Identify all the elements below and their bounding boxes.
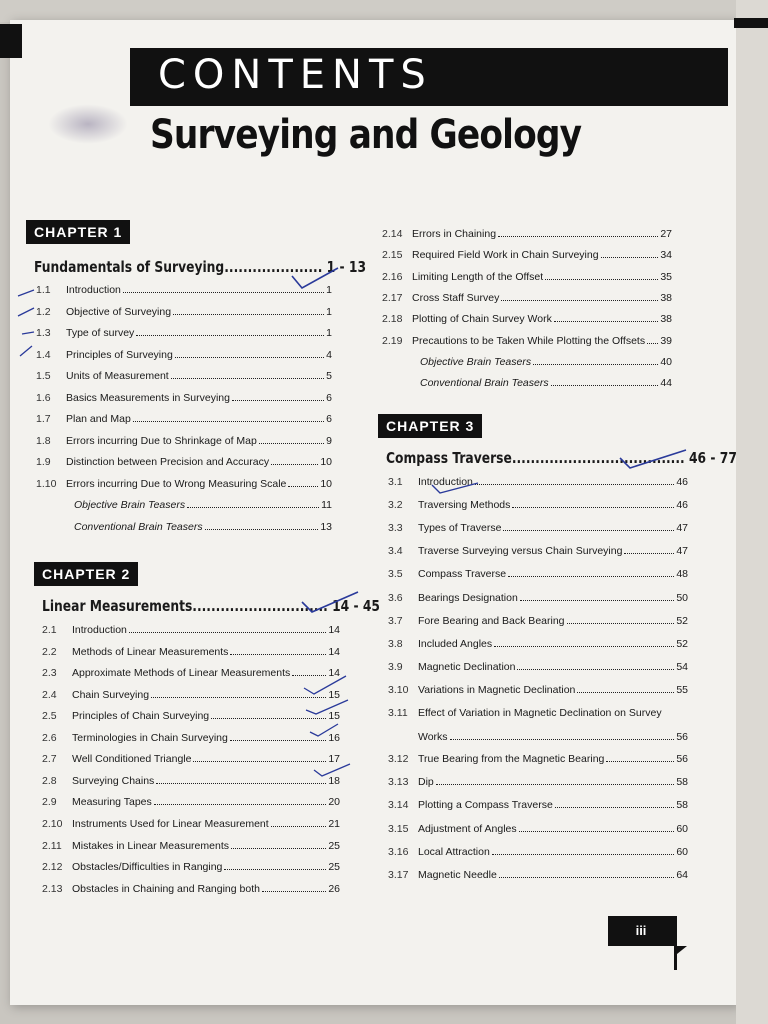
entry-page: 54 <box>676 660 688 673</box>
toc-entry[interactable] <box>36 302 332 318</box>
dot-leader <box>230 654 326 655</box>
entry-label: Objective Brain Teasers <box>74 499 186 511</box>
dot-leader <box>499 877 675 878</box>
entry-page: 35 <box>660 270 672 283</box>
entry-number: 2.3 <box>42 667 57 680</box>
dot-leader <box>647 343 658 344</box>
entry-label: Measuring Tapes <box>72 796 152 809</box>
dot-leader <box>175 357 324 358</box>
entry-page: 20 <box>328 796 340 809</box>
toc-entry[interactable] <box>42 749 340 765</box>
entry-label: Required Field Work in Chain Surveying <box>412 249 599 262</box>
toc-entry[interactable] <box>388 819 688 835</box>
page-edge <box>736 0 768 1024</box>
entry-page: 46 <box>676 476 688 488</box>
dot-leader <box>271 464 318 465</box>
entry-label: Plotting a Compass Traverse <box>418 799 553 812</box>
entry-number: 2.8 <box>42 774 57 787</box>
entry-page: 55 <box>676 683 688 696</box>
entry-label: Objective of Surveying <box>66 305 172 318</box>
pen-check-mark <box>618 446 688 472</box>
toc-entry[interactable] <box>388 749 688 765</box>
entry-label: Methods of Linear Measurements <box>72 645 229 658</box>
toc-entry[interactable] <box>36 452 332 468</box>
toc-entry[interactable] <box>388 772 688 788</box>
entry-number: 1.6 <box>36 391 51 404</box>
chapter-2-pages: 14 - 45 <box>332 597 380 615</box>
toc-entry[interactable] <box>36 431 332 447</box>
dot-leader <box>288 486 318 487</box>
toc-entry[interactable] <box>42 728 340 744</box>
toc-entry-continuation[interactable] <box>388 727 688 743</box>
toc-entry[interactable] <box>382 331 672 347</box>
entry-number: 2.7 <box>42 753 57 766</box>
entry-label: Dip <box>418 776 434 789</box>
dot-leader <box>519 831 675 832</box>
entry-page: 18 <box>328 774 340 787</box>
entry-number: 3.11 <box>388 707 408 719</box>
dot-leader <box>450 739 675 740</box>
scan-top-shadow <box>0 0 768 22</box>
dot-leader <box>123 292 324 293</box>
dot-leader <box>554 321 658 322</box>
entry-label: Bearings Designation <box>418 591 518 604</box>
entry-number: 3.9 <box>388 660 403 673</box>
dot-leader <box>624 553 674 554</box>
entry-page: 48 <box>676 568 688 581</box>
contents-heading: CONTENTS <box>158 52 433 98</box>
toc-entry[interactable] <box>36 345 332 361</box>
entry-label: Introduction <box>66 284 121 296</box>
entry-page: 34 <box>660 249 672 262</box>
page-number: iii <box>608 916 674 946</box>
entry-page: 52 <box>676 614 688 627</box>
entry-page: 39 <box>660 334 672 347</box>
entry-page: 26 <box>328 882 340 895</box>
entry-page: 14 <box>328 667 340 680</box>
dot-leader <box>262 891 326 892</box>
toc-entry[interactable] <box>382 224 672 240</box>
entry-label: Magnetic Declination <box>418 660 516 673</box>
toc-entry[interactable] <box>36 474 332 490</box>
entry-page: 25 <box>328 861 340 874</box>
toc-entry[interactable] <box>388 541 688 557</box>
entry-label: Introduction <box>418 476 473 488</box>
dot-leader <box>512 507 674 508</box>
entry-label-continued: Works <box>418 731 448 744</box>
entry-label: Basics Measurements in Surveying <box>66 391 230 404</box>
entry-page: 1 <box>326 284 332 296</box>
entry-label: Well Conditioned Triangle <box>72 753 192 766</box>
entry-number: 1.7 <box>36 413 51 425</box>
toc-entry[interactable] <box>382 267 672 283</box>
toc-entry[interactable] <box>388 564 688 580</box>
entry-number: 2.2 <box>42 645 57 658</box>
entry-page: 5 <box>326 370 332 382</box>
entry-label: Principles of Chain Surveying <box>72 710 210 723</box>
entry-page: 60 <box>676 822 688 835</box>
toc-entry[interactable] <box>36 495 332 511</box>
chapter-3-title: Compass Traverse <box>386 449 512 467</box>
entry-label: Local Attraction <box>418 845 490 858</box>
entry-label: Obstacles in Chaining and Ranging both <box>72 882 260 895</box>
entry-number: 3.12 <box>388 753 409 766</box>
entry-page: 27 <box>660 228 672 240</box>
dot-leader <box>475 484 674 485</box>
toc-entry[interactable] <box>388 611 688 627</box>
entry-label: Precautions to be Taken While Plotting the Offsets <box>412 334 646 347</box>
entry-page: 15 <box>328 710 340 723</box>
entry-number: 1.10 <box>36 477 57 490</box>
entry-number: 2.19 <box>382 334 403 347</box>
toc-entry[interactable] <box>42 620 340 636</box>
toc-entry[interactable] <box>388 842 688 858</box>
toc-entry[interactable] <box>42 642 340 658</box>
entry-page: 10 <box>320 477 332 490</box>
entry-number: 1.9 <box>36 456 51 468</box>
entry-page: 1 <box>326 305 332 318</box>
chapter-1-label: CHAPTER 1 <box>26 220 130 244</box>
pen-margin-ticks <box>14 284 54 374</box>
toc-entry[interactable] <box>388 795 688 811</box>
entry-number: 2.13 <box>42 882 63 895</box>
dot-leader <box>551 385 659 386</box>
chapter-3-label: CHAPTER 3 <box>378 414 482 438</box>
entry-page: 1 <box>326 327 332 339</box>
toc-entry[interactable] <box>36 517 332 533</box>
toc-entry[interactable] <box>382 288 672 304</box>
subject-title: Surveying and Geology <box>150 112 582 158</box>
toc-entry[interactable] <box>382 373 672 389</box>
dot-leader <box>520 600 675 601</box>
entry-number: 2.4 <box>42 688 57 701</box>
entry-page: 10 <box>320 456 332 468</box>
entry-label: Included Angles <box>418 637 493 650</box>
dot-leader <box>171 378 324 379</box>
entry-label: Effect of Variation in Magnetic Declination on Survey <box>418 707 662 719</box>
dot-leader <box>494 646 674 647</box>
entry-page: 58 <box>676 776 688 789</box>
entry-number: 3.3 <box>388 522 403 535</box>
toc-entry[interactable] <box>388 518 688 534</box>
entry-label: Magnetic Needle <box>418 868 497 881</box>
entry-label: Distinction between Precision and Accuracy <box>66 456 270 468</box>
entry-label: Limiting Length of the Offset <box>412 270 544 283</box>
chapter-1-title: Fundamentals of Surveying <box>34 258 225 276</box>
title-leader: ..................................... <box>511 449 685 467</box>
chapter-3-pages: 46 - 77 <box>689 449 737 467</box>
dot-leader <box>545 279 658 280</box>
entry-number: 1.3 <box>36 327 51 339</box>
entry-page: 15 <box>328 688 340 701</box>
dot-leader <box>133 421 324 422</box>
entry-label: Traverse Surveying versus Chain Surveying <box>418 545 623 558</box>
toc-entry[interactable] <box>42 857 340 873</box>
dot-leader <box>508 576 674 577</box>
entry-label: Terminologies in Chain Surveying <box>72 731 228 744</box>
entry-page: 50 <box>676 591 688 604</box>
entry-label: Units of Measurement <box>66 370 169 382</box>
entry-number: 3.1 <box>388 476 403 488</box>
entry-number: 3.17 <box>388 868 409 881</box>
toc-entry[interactable] <box>382 352 672 368</box>
pen-check-mark <box>290 266 340 292</box>
entry-page: 60 <box>676 845 688 858</box>
toc-entry[interactable] <box>42 706 340 722</box>
dot-leader <box>577 692 674 693</box>
entry-label: Cross Staff Survey <box>412 292 500 305</box>
toc-entry[interactable] <box>42 685 340 701</box>
entry-label: Errors incurring Due to Wrong Measuring Scale <box>66 477 287 490</box>
entry-number: 2.6 <box>42 731 57 744</box>
entry-number: 2.18 <box>382 313 403 326</box>
toc-entry[interactable] <box>36 388 332 404</box>
dot-leader <box>224 869 326 870</box>
entry-page: 44 <box>660 377 672 390</box>
entry-label: Plotting of Chain Survey Work <box>412 313 552 326</box>
dot-leader <box>129 632 326 633</box>
title-leader: ..................... <box>224 258 323 276</box>
toc-entry[interactable] <box>36 280 332 296</box>
entry-label: Compass Traverse <box>418 568 507 581</box>
dot-leader <box>606 761 674 762</box>
entry-label: Principles of Surveying <box>66 348 173 361</box>
right-tab <box>734 18 768 28</box>
toc-entry[interactable] <box>388 865 688 881</box>
folio-flag-pole <box>674 916 677 970</box>
entry-page: 56 <box>676 753 688 766</box>
dot-leader <box>154 804 327 805</box>
entry-label: Errors in Chaining <box>412 228 497 240</box>
entry-number: 2.14 <box>382 228 403 240</box>
entry-page: 58 <box>676 799 688 812</box>
entry-number: 3.2 <box>388 499 403 512</box>
entry-number: 2.5 <box>42 710 57 723</box>
entry-page: 47 <box>676 522 688 535</box>
dot-leader <box>492 854 675 855</box>
entry-number: 3.13 <box>388 776 409 789</box>
toc-entry[interactable] <box>42 771 340 787</box>
entry-page: 14 <box>328 624 340 636</box>
entry-label: Mistakes in Linear Measurements <box>72 839 229 852</box>
dot-leader <box>567 623 675 624</box>
entry-page: 14 <box>328 645 340 658</box>
entry-page: 64 <box>676 868 688 881</box>
entry-page: 6 <box>326 391 332 404</box>
entry-number: 2.12 <box>42 861 63 874</box>
dot-leader <box>259 443 324 444</box>
entry-number: 3.16 <box>388 845 409 858</box>
entry-page: 11 <box>321 499 332 511</box>
entry-page: 4 <box>326 348 332 361</box>
entry-page: 46 <box>676 499 688 512</box>
entry-page: 38 <box>660 292 672 305</box>
entry-number: 3.5 <box>388 568 403 581</box>
toc-entry[interactable] <box>388 703 688 719</box>
corner-tab <box>0 24 22 58</box>
dot-leader <box>533 364 658 365</box>
entry-number: 2.10 <box>42 817 63 830</box>
toc-entry[interactable] <box>36 409 332 425</box>
entry-number: 3.8 <box>388 637 403 650</box>
chapter-1-pages: 1 - 13 <box>326 258 367 276</box>
entry-page: 47 <box>676 545 688 558</box>
entry-page: 38 <box>660 313 672 326</box>
toc-entry[interactable] <box>388 588 688 604</box>
entry-label: Variations in Magnetic Declination <box>418 683 576 696</box>
ink-smudge <box>48 104 128 144</box>
entry-label: True Bearing from the Magnetic Bearing <box>418 753 605 766</box>
dot-leader <box>503 530 674 531</box>
entry-label: Surveying Chains <box>72 774 155 787</box>
entry-number: 2.1 <box>42 624 57 636</box>
dot-leader <box>232 400 324 401</box>
dot-leader <box>173 314 324 315</box>
entry-page: 56 <box>676 731 688 744</box>
entry-label: Instruments Used for Linear Measurement <box>72 817 269 830</box>
dot-leader <box>205 529 319 530</box>
toc-entry[interactable] <box>388 634 688 650</box>
entry-label: Type of survey <box>66 327 135 339</box>
entry-number: 3.6 <box>388 591 403 604</box>
entry-page: 9 <box>326 434 332 447</box>
entry-label: Approximate Methods of Linear Measurements <box>72 667 291 680</box>
pen-check-mark <box>430 477 480 497</box>
dot-leader <box>271 826 327 827</box>
entry-label: Fore Bearing and Back Bearing <box>418 614 565 627</box>
pen-ticks-ch2 <box>300 674 360 784</box>
dot-leader <box>601 257 659 258</box>
toc-entry[interactable] <box>388 680 688 696</box>
dot-leader <box>517 669 674 670</box>
entry-number: 3.4 <box>388 545 403 558</box>
chapter-2-label: CHAPTER 2 <box>34 562 138 586</box>
toc-entry[interactable] <box>42 879 340 895</box>
entry-label: Chain Surveying <box>72 688 150 701</box>
chapter-2-title: Linear Measurements <box>42 597 193 615</box>
entry-number: 3.15 <box>388 822 409 835</box>
dot-leader <box>231 848 326 849</box>
entry-number: 3.10 <box>388 683 409 696</box>
entry-number: 1.8 <box>36 434 51 447</box>
entry-label: Obstacles/Difficulties in Ranging <box>72 861 223 874</box>
entry-label: Types of Traverse <box>418 522 502 535</box>
entry-number: 2.16 <box>382 270 403 283</box>
entry-number: 3.14 <box>388 799 409 812</box>
entry-number: 1.1 <box>36 284 51 296</box>
entry-page: 21 <box>328 817 340 830</box>
entry-number: 2.17 <box>382 292 403 305</box>
entry-page: 13 <box>320 520 332 533</box>
toc-entry[interactable] <box>36 366 332 382</box>
entry-number: 1.4 <box>36 348 51 361</box>
toc-entry[interactable] <box>36 323 332 339</box>
entry-page: 52 <box>676 637 688 650</box>
entry-label: Objective Brain Teasers <box>420 356 532 369</box>
toc-entry[interactable] <box>42 814 340 830</box>
entry-page: 25 <box>328 839 340 852</box>
entry-page: 17 <box>328 753 340 766</box>
dot-leader <box>136 335 324 336</box>
dot-leader <box>187 507 319 508</box>
pen-check-mark <box>300 590 360 616</box>
entry-number: 1.2 <box>36 305 51 318</box>
dot-leader <box>498 236 658 237</box>
toc-entry[interactable] <box>42 663 340 679</box>
entry-number: 2.15 <box>382 249 403 262</box>
entry-number: 2.9 <box>42 796 57 809</box>
entry-label: Introduction <box>72 624 127 636</box>
entry-page: 40 <box>660 356 672 369</box>
toc-entry[interactable] <box>42 792 340 808</box>
entry-number: 2.11 <box>42 839 62 852</box>
entry-label: Plan and Map <box>66 413 131 425</box>
toc-entry[interactable] <box>42 836 340 852</box>
dot-leader <box>436 784 675 785</box>
title-leader: ............................. <box>192 597 328 615</box>
entry-page: 6 <box>326 413 332 425</box>
toc-entry[interactable] <box>388 495 688 511</box>
entry-number: 1.5 <box>36 370 51 382</box>
toc-entry[interactable] <box>382 245 672 261</box>
entry-label: Traversing Methods <box>418 499 511 512</box>
toc-entry[interactable] <box>382 309 672 325</box>
toc-entry[interactable] <box>388 657 688 673</box>
dot-leader <box>501 300 658 301</box>
entry-label: Adjustment of Angles <box>418 822 517 835</box>
entry-page: 16 <box>328 731 340 744</box>
entry-label: Errors incurring Due to Shrinkage of Map <box>66 434 257 447</box>
entry-label: Conventional Brain Teasers <box>420 377 549 390</box>
dot-leader <box>555 807 675 808</box>
folio-flag-tip <box>677 946 687 954</box>
entry-label: Conventional Brain Teasers <box>74 520 203 533</box>
entry-number: 3.7 <box>388 614 403 627</box>
